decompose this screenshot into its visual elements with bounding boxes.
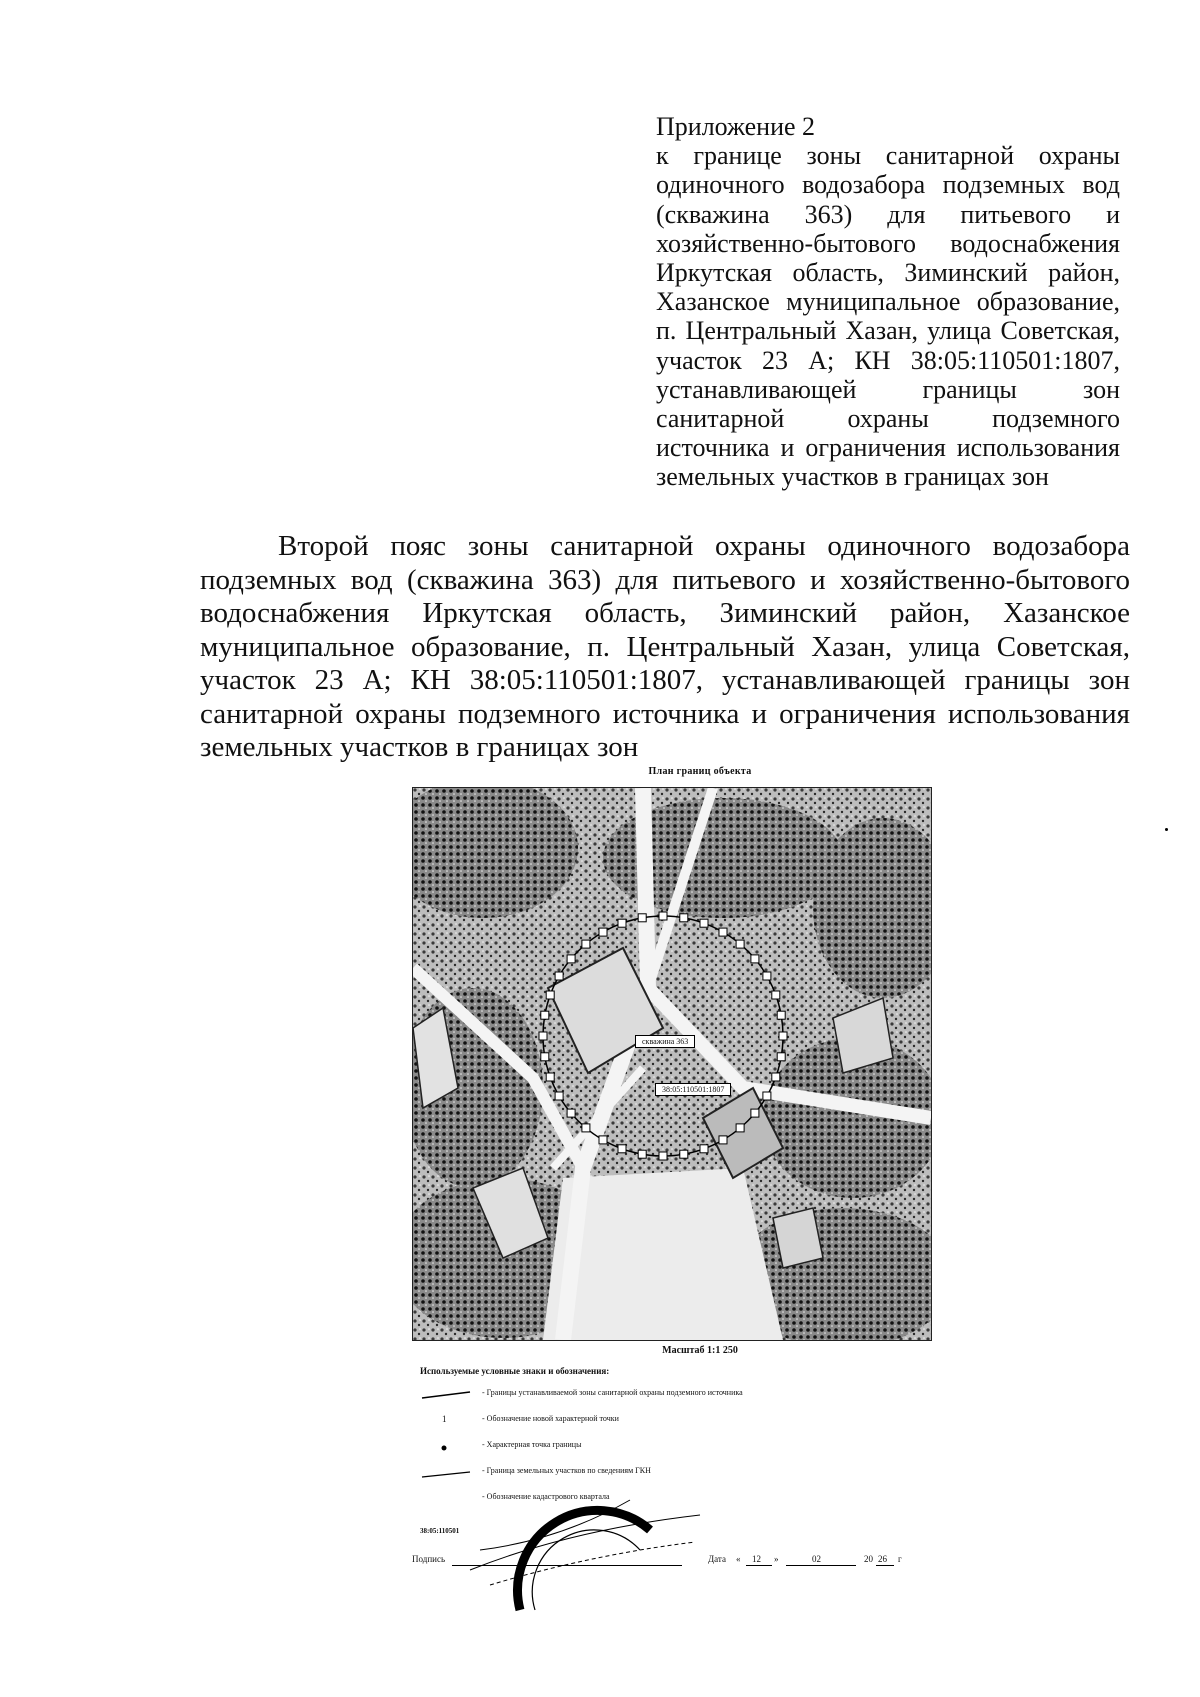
- boundary-point-marker: [736, 940, 744, 948]
- date-year-unit: г: [898, 1554, 902, 1564]
- appendix-title: Приложение 2: [656, 112, 816, 141]
- boundary-point-marker: [582, 1124, 590, 1132]
- boundary-point-marker: [719, 928, 727, 936]
- boundary-point-marker: [779, 1032, 787, 1040]
- boundary-point-marker: [751, 955, 759, 963]
- signature-line: [412, 1554, 912, 1574]
- boundary-point-marker: [680, 914, 688, 922]
- boundary-point-marker: [777, 1011, 785, 1019]
- boundary-point-marker: [659, 912, 667, 920]
- day-underline: [746, 1565, 772, 1566]
- date-month: 02: [812, 1554, 821, 1564]
- cadastral-code-sample: 38:05:110501: [420, 1527, 460, 1535]
- signature-label: Подпись: [412, 1554, 446, 1564]
- plan-title: План границ объекта: [648, 766, 752, 777]
- boundary-point-marker: [772, 1073, 780, 1081]
- boundary-point-marker: [555, 1092, 563, 1100]
- legend-item: [420, 1386, 940, 1402]
- boundary-point-marker: [599, 1136, 607, 1144]
- boundary-point-marker: [680, 1150, 688, 1158]
- boundary-point-marker: [546, 1073, 554, 1081]
- boundary-point-marker: [618, 919, 626, 927]
- boundary-point-marker: [638, 1150, 646, 1158]
- year-underline: [876, 1565, 894, 1566]
- boundary-point-marker: [736, 1124, 744, 1132]
- boundary-point-marker: [546, 991, 554, 999]
- legend-dot-symbol: [420, 1438, 472, 1454]
- legend-item: [420, 1412, 940, 1428]
- appendix-text: к границе зоны санитарной охраны одиночного водозабора подземных вод (скважина 363) для питьевого и хозяйственно-бытового водоснабжения Иркутская область, Зиминский район, Хазанское муниципальное образование, п. Центральный Хазан, улица Советская, участок 23 А; КН 38:05:110501:1807, устанавливающей границы зон санитарной охраны подземного источника и ограничения использования земельных участков в границах зон: [656, 141, 1120, 492]
- boundary-point-marker: [567, 955, 575, 963]
- map-scale: Масштаб 1:1 250: [662, 1345, 738, 1356]
- legend-item-text: - Обозначение новой характерной точки: [482, 1414, 619, 1423]
- boundary-point-marker: [763, 972, 771, 980]
- boundary-point-marker: [763, 1092, 771, 1100]
- stamp-seal: [450, 1470, 710, 1620]
- date-year-suffix: 26: [878, 1554, 887, 1564]
- month-underline: [786, 1565, 856, 1566]
- aerial-map-image: [413, 788, 931, 1340]
- legend-item: [420, 1438, 940, 1454]
- boundary-point-marker: [541, 1011, 549, 1019]
- legend-item-text: - Граница земельных участков по сведениям ГКН: [482, 1466, 651, 1475]
- boundary-point-marker: [751, 1109, 759, 1117]
- legend-line-symbol: [420, 1386, 472, 1402]
- boundary-point-marker: [700, 1145, 708, 1153]
- boundary-point-marker: [555, 972, 563, 980]
- aerial-map: [412, 787, 932, 1341]
- legend-item-text: - Обозначение кадастрового квартала: [482, 1492, 610, 1501]
- boundary-point-marker: [659, 1152, 667, 1160]
- document-heading: Второй пояс зоны санитарной охраны одиночного водозабора подземных вод (скважина 363) для питьевого и хозяйственно-бытового водоснабжения Иркутская область, Зиминский район, Хазанское муниципальное образование, п. Центральный Хазан, улица Советская, участок 23 А; КН 38:05:110501:1807, устанавливающей границы зон санитарной охраны подземного источника и ограничения использования земельных участков в границах зон: [200, 530, 1130, 763]
- map-label-cadastral: 38:05:110501:1807: [655, 1083, 731, 1096]
- boundary-point-marker: [582, 940, 590, 948]
- date-day: 12: [752, 1554, 761, 1564]
- boundary-point-marker: [599, 928, 607, 936]
- legend-item-text: - Характерная точка границы: [482, 1440, 582, 1449]
- boundary-point-marker: [539, 1032, 547, 1040]
- boundary-point-marker: [541, 1053, 549, 1061]
- map-label-well: скважина 363: [635, 1035, 695, 1048]
- signature-underline: [452, 1565, 682, 1566]
- legend-item-text: - Границы устанавливаемой зоны санитарной охраны подземного источника: [482, 1388, 743, 1397]
- boundary-point-marker: [700, 919, 708, 927]
- boundary-point-marker: [719, 1136, 727, 1144]
- appendix-block: [656, 112, 1120, 492]
- speck-mark: [1165, 828, 1168, 831]
- date-quote-open: «: [736, 1554, 741, 1564]
- boundary-point-marker: [638, 914, 646, 922]
- boundary-point-marker: [567, 1109, 575, 1117]
- legend-heading: Используемые условные знаки и обозначения:: [420, 1366, 610, 1376]
- boundary-point-marker: [618, 1145, 626, 1153]
- boundary-point-marker: [777, 1053, 785, 1061]
- date-year-prefix: 20: [864, 1554, 873, 1564]
- boundary-point-marker: [772, 991, 780, 999]
- date-label: Дата: [708, 1554, 726, 1564]
- legend-number-symbol: 1: [442, 1414, 447, 1424]
- date-quote-close: »: [774, 1554, 779, 1564]
